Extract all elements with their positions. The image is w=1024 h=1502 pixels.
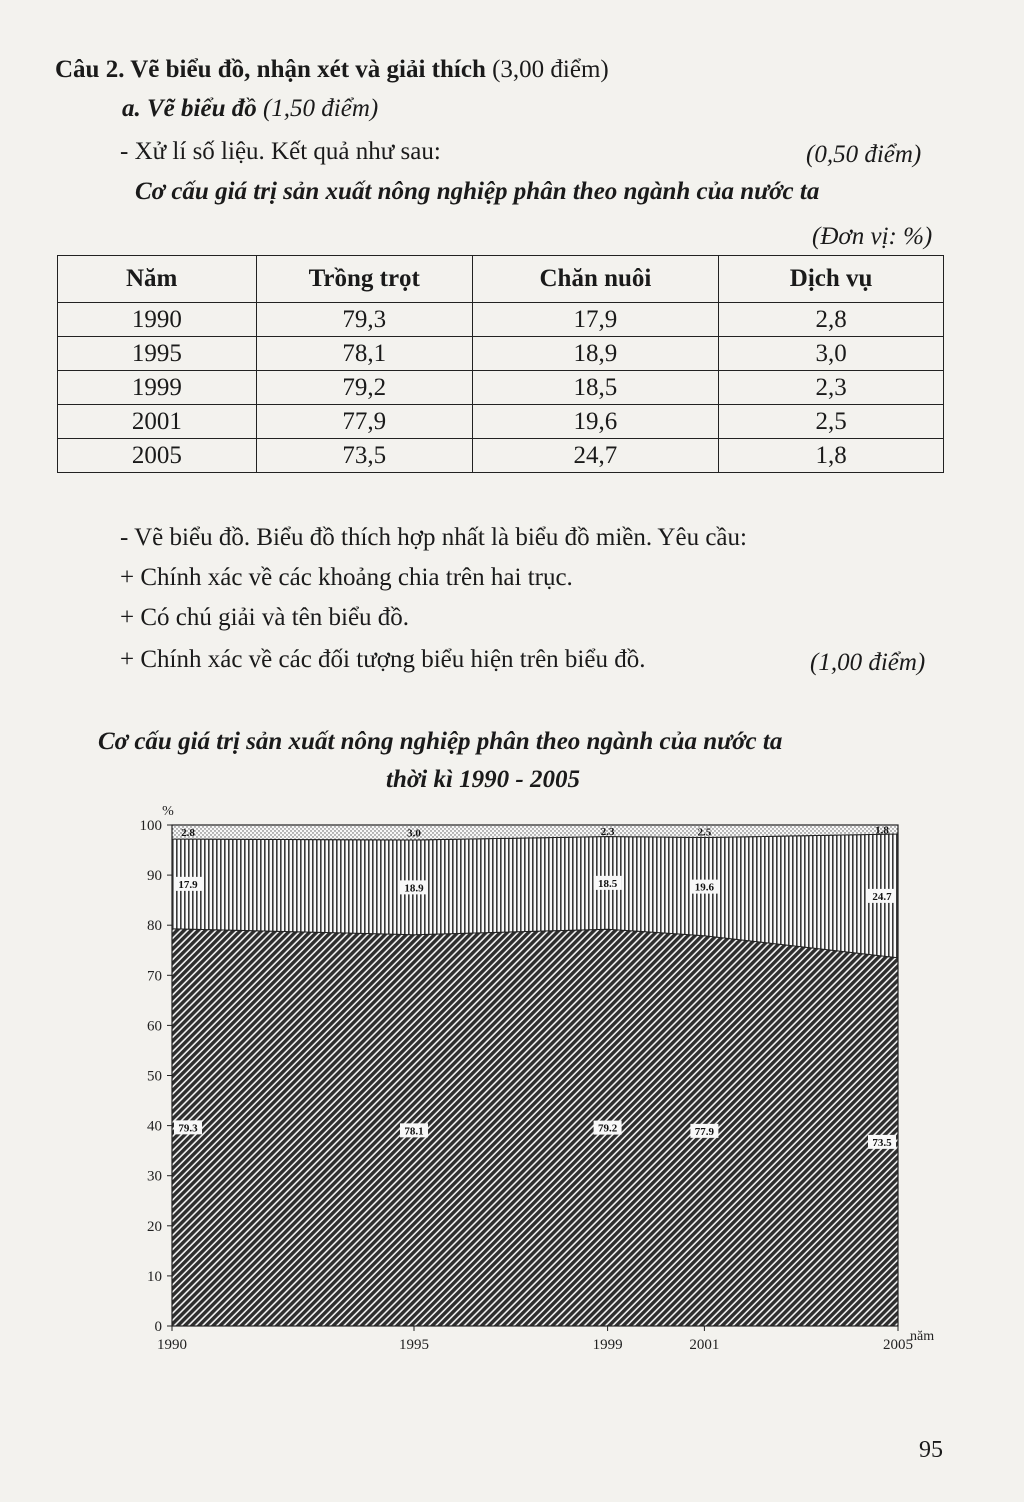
y-axis-unit: % xyxy=(162,804,174,819)
header-services: Dịch vụ xyxy=(719,256,944,303)
y-tick-label: 100 xyxy=(139,818,162,834)
svg-text:24.7: 24.7 xyxy=(872,890,892,903)
cell-livestock: 18,5 xyxy=(472,371,719,405)
requirement-2: + Có chú giải và tên biểu đồ. xyxy=(120,604,410,631)
draw-instruction: - Vẽ biểu đồ. Biểu đồ thích hợp nhất là biểu đồ miền. Yêu cầu: xyxy=(120,524,747,551)
question-points: (3,00 điểm) xyxy=(492,56,609,83)
cell-livestock: 17,9 xyxy=(472,303,719,337)
table-unit: (Đơn vị: %) xyxy=(812,223,933,250)
y-tick-label: 20 xyxy=(147,1218,162,1235)
page-number: 95 xyxy=(919,1437,943,1463)
cell-services: 2,5 xyxy=(719,405,944,439)
data-label xyxy=(594,876,622,890)
svg-text:19.6: 19.6 xyxy=(694,881,715,894)
y-tick-label: 50 xyxy=(147,1068,162,1085)
cell-services: 2,8 xyxy=(719,303,944,337)
svg-text:77.9: 77.9 xyxy=(694,1125,715,1138)
y-tick-label: 90 xyxy=(147,868,162,885)
table-title: Cơ cấu giá trị sản xuất nông nghiệp phân theo ngành của nước ta xyxy=(135,178,820,205)
svg-text:2.3: 2.3 xyxy=(600,825,615,838)
cell-cultivation: 79,3 xyxy=(256,303,472,337)
header-livestock: Chăn nuôi xyxy=(472,256,719,303)
data-label xyxy=(407,828,421,840)
cell-livestock: 19,6 xyxy=(472,405,719,439)
process-points: (0,50 điểm) xyxy=(806,141,922,168)
x-tick-label: 2001 xyxy=(689,1337,720,1353)
svg-text:2.5: 2.5 xyxy=(697,826,712,839)
cell-cultivation: 79,2 xyxy=(256,371,472,405)
header-year: Năm xyxy=(58,256,257,303)
data-label xyxy=(690,880,718,894)
x-tick-label: 2005 xyxy=(883,1337,913,1353)
cell-services: 3,0 xyxy=(719,337,944,371)
part-a-title: a. Vẽ biểu đồ xyxy=(122,95,257,122)
data-label xyxy=(698,826,712,838)
cell-cultivation: 77,9 xyxy=(256,405,472,439)
area-cultivation xyxy=(172,929,898,1326)
data-label xyxy=(601,826,615,838)
requirement-3-points: (1,00 điểm) xyxy=(810,649,926,676)
data-label xyxy=(174,1120,202,1134)
part-a-points: (1,50 điểm) xyxy=(262,95,379,122)
area-chart xyxy=(100,800,960,1365)
data-label xyxy=(400,880,428,894)
table-row xyxy=(58,303,944,337)
data-label xyxy=(181,827,195,839)
cell-year: 1990 xyxy=(58,303,257,337)
cell-livestock: 24,7 xyxy=(472,439,719,473)
svg-text:3.0: 3.0 xyxy=(407,827,421,840)
cell-year: 2001 xyxy=(58,405,257,439)
svg-text:17.9: 17.9 xyxy=(178,878,198,891)
table-row xyxy=(58,337,944,371)
chart-title: Cơ cấu giá trị sản xuất nông nghiệp phân theo ngành của nước ta xyxy=(98,728,783,755)
process-line: - Xử lí số liệu. Kết quả như sau: xyxy=(120,138,441,165)
svg-text:78.1: 78.1 xyxy=(404,1125,424,1138)
svg-text:2.8: 2.8 xyxy=(181,827,195,840)
svg-text:73.5: 73.5 xyxy=(872,1136,892,1149)
y-tick-label: 10 xyxy=(147,1268,162,1285)
x-tick-label: 1990 xyxy=(157,1337,187,1353)
table-row xyxy=(58,405,944,439)
question-title: Câu 2. Vẽ biểu đồ, nhận xét và giải thích xyxy=(55,56,486,83)
data-label xyxy=(690,1124,718,1138)
x-tick-label: 1999 xyxy=(592,1337,623,1353)
y-tick-label: 80 xyxy=(147,918,162,935)
cell-services: 1,8 xyxy=(719,439,944,473)
svg-text:1.8: 1.8 xyxy=(875,824,889,837)
data-label xyxy=(174,877,202,891)
y-tick-label: 40 xyxy=(147,1118,162,1135)
cell-cultivation: 73,5 xyxy=(256,439,472,473)
table-row xyxy=(58,371,944,405)
cell-cultivation: 78,1 xyxy=(256,337,472,371)
data-label xyxy=(875,825,889,837)
data-table xyxy=(57,255,944,473)
cell-year: 1995 xyxy=(58,337,257,371)
svg-text:79.2: 79.2 xyxy=(597,1122,618,1135)
y-tick-label: 30 xyxy=(147,1168,162,1185)
data-label xyxy=(594,1121,622,1135)
chart-subtitle: thời kì 1990 - 2005 xyxy=(386,766,580,793)
data-label xyxy=(400,1123,428,1137)
data-label xyxy=(868,1135,896,1149)
question-heading xyxy=(55,56,609,84)
table-row xyxy=(58,439,944,473)
x-axis-unit: năm xyxy=(910,1329,935,1344)
x-tick-label: 1995 xyxy=(399,1337,429,1353)
svg-text:18.5: 18.5 xyxy=(597,877,618,890)
requirement-1: + Chính xác về các khoảng chia trên hai trục. xyxy=(120,564,573,591)
cell-services: 2,3 xyxy=(719,371,944,405)
table-header-row xyxy=(58,256,944,303)
svg-text:18.9: 18.9 xyxy=(404,882,424,895)
header-cultivation: Trồng trọt xyxy=(256,256,472,303)
cell-livestock: 18,9 xyxy=(472,337,719,371)
data-label xyxy=(868,889,896,903)
y-tick-label: 70 xyxy=(147,968,162,985)
y-tick-label: 60 xyxy=(147,1018,162,1035)
cell-year: 2005 xyxy=(58,439,257,473)
y-tick-label: 0 xyxy=(154,1319,162,1335)
requirement-3: + Chính xác về các đối tượng biểu hiện trên biểu đồ. xyxy=(120,646,646,673)
cell-year: 1999 xyxy=(58,371,257,405)
svg-text:79.3: 79.3 xyxy=(178,1122,198,1135)
part-a-heading xyxy=(122,95,378,123)
